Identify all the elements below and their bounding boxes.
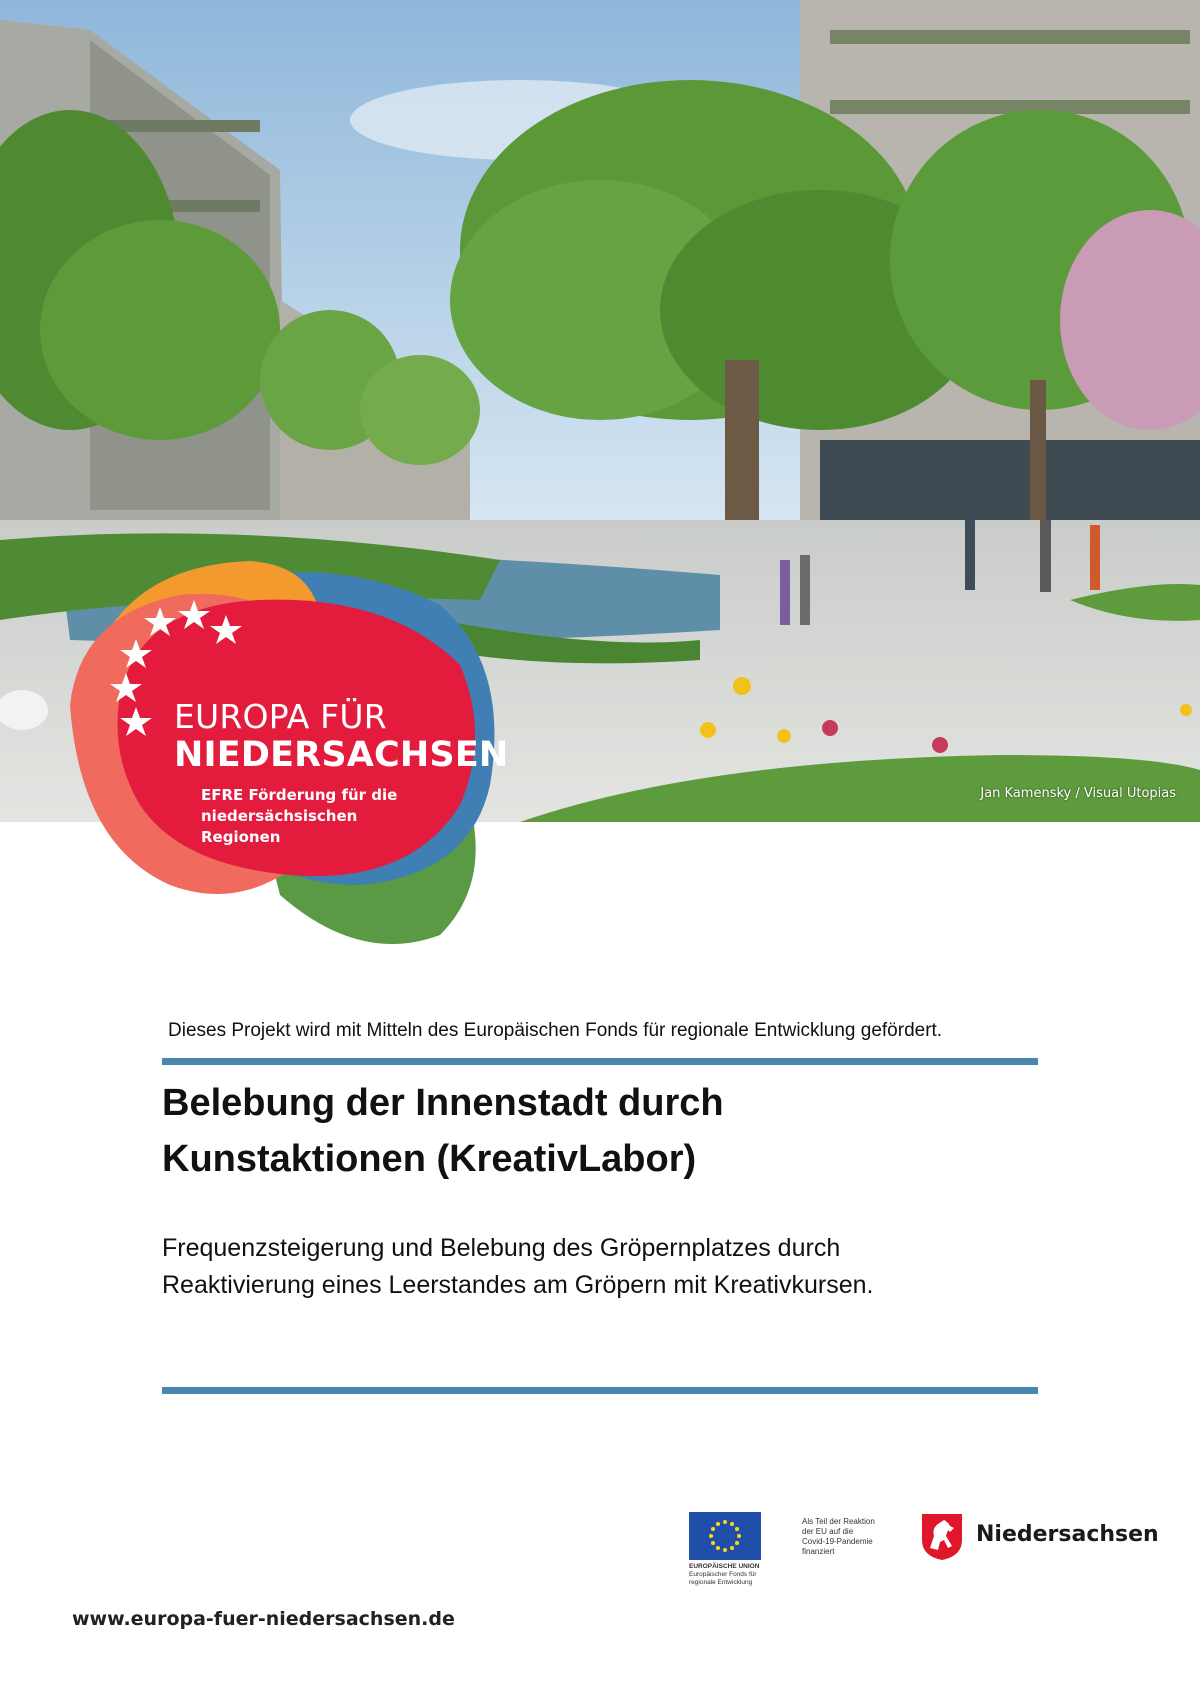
niedersachsen-wordmark: Niedersachsen bbox=[976, 1522, 1159, 1547]
europa-fuer-niedersachsen-logo bbox=[60, 555, 510, 950]
covid-note-line2: der EU auf die bbox=[802, 1527, 854, 1536]
logo-title-line1: EUROPA FÜR bbox=[174, 697, 387, 736]
funding-notice: Dieses Projekt wird mit Mitteln des Europäischen Fonds für regionale Entwicklung gefördert. bbox=[168, 1020, 943, 1041]
covid-note bbox=[802, 1517, 892, 1557]
logo-subtitle: EFRE Förderung für die niedersächsischen Regionen bbox=[201, 786, 398, 846]
eu-flag-stars-icon bbox=[689, 1512, 761, 1560]
project-title-line1: Belebung der Innenstadt durch bbox=[162, 1082, 724, 1124]
covid-note-line1: Als Teil der Reaktion bbox=[802, 1517, 875, 1526]
niedersachsen-horse-icon bbox=[920, 1512, 964, 1562]
covid-note-line3: Covid-19-Pandemie bbox=[802, 1537, 873, 1546]
eu-caption-title: EUROPÄISCHE UNION bbox=[689, 1563, 760, 1570]
project-description bbox=[162, 1230, 1022, 1304]
eu-flag-logo bbox=[689, 1512, 761, 1560]
eu-caption-line2: regionale Entwicklung bbox=[689, 1579, 753, 1586]
project-description-line1: Frequenzsteigerung und Belebung des Gröpernplatzes durch bbox=[162, 1234, 841, 1262]
logo-title-line2: NIEDERSACHSEN bbox=[174, 735, 509, 775]
eu-caption bbox=[689, 1563, 779, 1587]
covid-note-line4: finanziert bbox=[802, 1547, 835, 1556]
eu-caption-line1: Europäischer Fonds für bbox=[689, 1571, 757, 1578]
bottom-divider bbox=[162, 1387, 1038, 1394]
project-description-line2: Reaktivierung eines Leerstandes am Gröpern mit Kreativkursen. bbox=[162, 1271, 874, 1299]
project-title-line2: Kunstaktionen (KreativLabor) bbox=[162, 1138, 697, 1180]
website-link[interactable]: www.europa-fuer-niedersachsen.de bbox=[72, 1608, 455, 1630]
top-divider bbox=[162, 1058, 1038, 1065]
project-title bbox=[162, 1075, 1022, 1187]
photo-credit: Jan Kamensky / Visual Utopias bbox=[980, 786, 1176, 801]
